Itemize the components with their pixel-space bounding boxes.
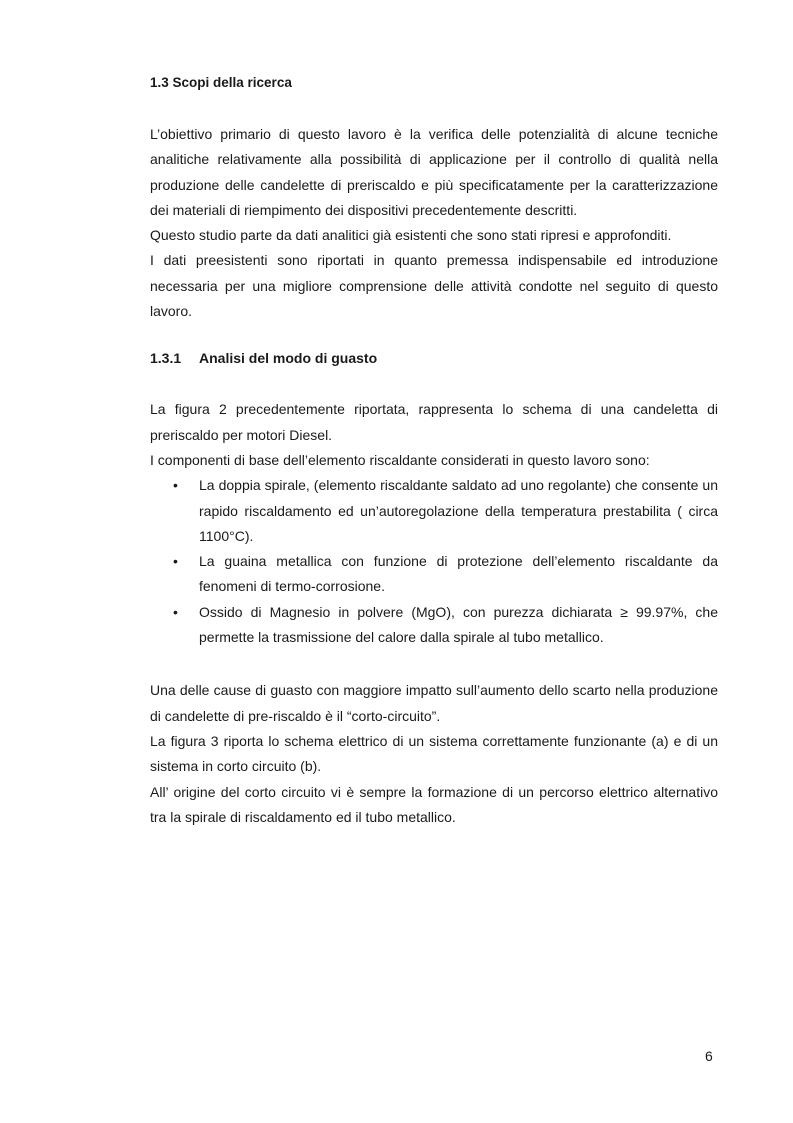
paragraph-short-circuit-origin: All’ origine del corto circuito vi è sempre la formazione di un percorso elettrico alternativo tra la spirale di riscaldamento ed il tubo metallico. xyxy=(150,783,718,825)
spacer xyxy=(150,650,718,678)
subsection-heading xyxy=(150,347,718,369)
spacer xyxy=(150,94,718,122)
components-list xyxy=(150,473,718,650)
paragraph-figure-2: La figura 2 precedentemente riportata, rappresenta lo schema di una candeletta di preriscaldo per motori Diesel. xyxy=(150,401,718,443)
list-item-text: La guaina metallica con funzione di protezione dell’elemento riscaldante da fenomeni di termo-corrosione. xyxy=(199,553,718,595)
list-item-text: Ossido di Magnesio in polvere (MgO), con purezza dichiarata ≥ 99.97%, che permette la trasmissione del calore dalla spirale al tubo metallico. xyxy=(199,603,718,646)
subsection-number: 1.3.1 xyxy=(150,350,182,367)
subsection-title: Analisi del modo di guasto xyxy=(199,350,378,367)
bullet-icon: • xyxy=(173,553,178,570)
paragraph-study-origin: Questo studio parte da dati analitici già esistenti che sono stati ripresi e approfonditi. xyxy=(150,227,672,244)
spacer xyxy=(150,369,718,397)
list-item xyxy=(150,473,718,549)
bullet-icon: • xyxy=(173,603,178,620)
list-item xyxy=(150,549,718,600)
paragraph-components-intro: I componenti di base dell’elemento riscaldante considerati in questo lavoro sono: xyxy=(150,451,650,468)
list-item-text: La doppia spirale, (elemento riscaldante saldato ad uno regolante) che consente un rapido riscaldamento ed un’autoregolazione della temperatura prestabilita ( circa 1100°C). xyxy=(199,477,718,544)
paragraph-figure-3: La figura 3 riporta lo schema elettrico di un sistema correttamente funzionante (a) e di un sistema in corto circuito (b). xyxy=(150,732,718,775)
section-title: 1.3 Scopi della ricerca xyxy=(150,75,292,90)
bullet-icon: • xyxy=(173,477,178,494)
paragraph-short-circuit-cause: Una delle cause di guasto con maggiore impatto sull’aumento dello scarto nella produzione di candelette di pre-riscaldo è il “corto-circuito”. xyxy=(150,682,718,724)
list-item xyxy=(150,600,718,651)
spacer xyxy=(150,324,718,347)
paragraph-existing-data: I dati preesistenti sono riportati in quanto premessa indispensabile ed introduzione necessaria per una migliore comprensione delle attività condotte nel seguito di questo lavoro. xyxy=(150,252,718,320)
document-page xyxy=(150,72,718,830)
paragraph-objective: L’obiettivo primario di questo lavoro è la verifica delle potenzialità di alcune tecniche analitiche relativamente alla possibilità di applicazione per il controllo di qualità nella produzione delle candelette di preriscaldo e più specificatamente per la caratterizzazione dei materiali di riempimento dei dispositivi precedentemente descritti. xyxy=(150,126,718,218)
page-number: 6 xyxy=(705,1048,713,1064)
